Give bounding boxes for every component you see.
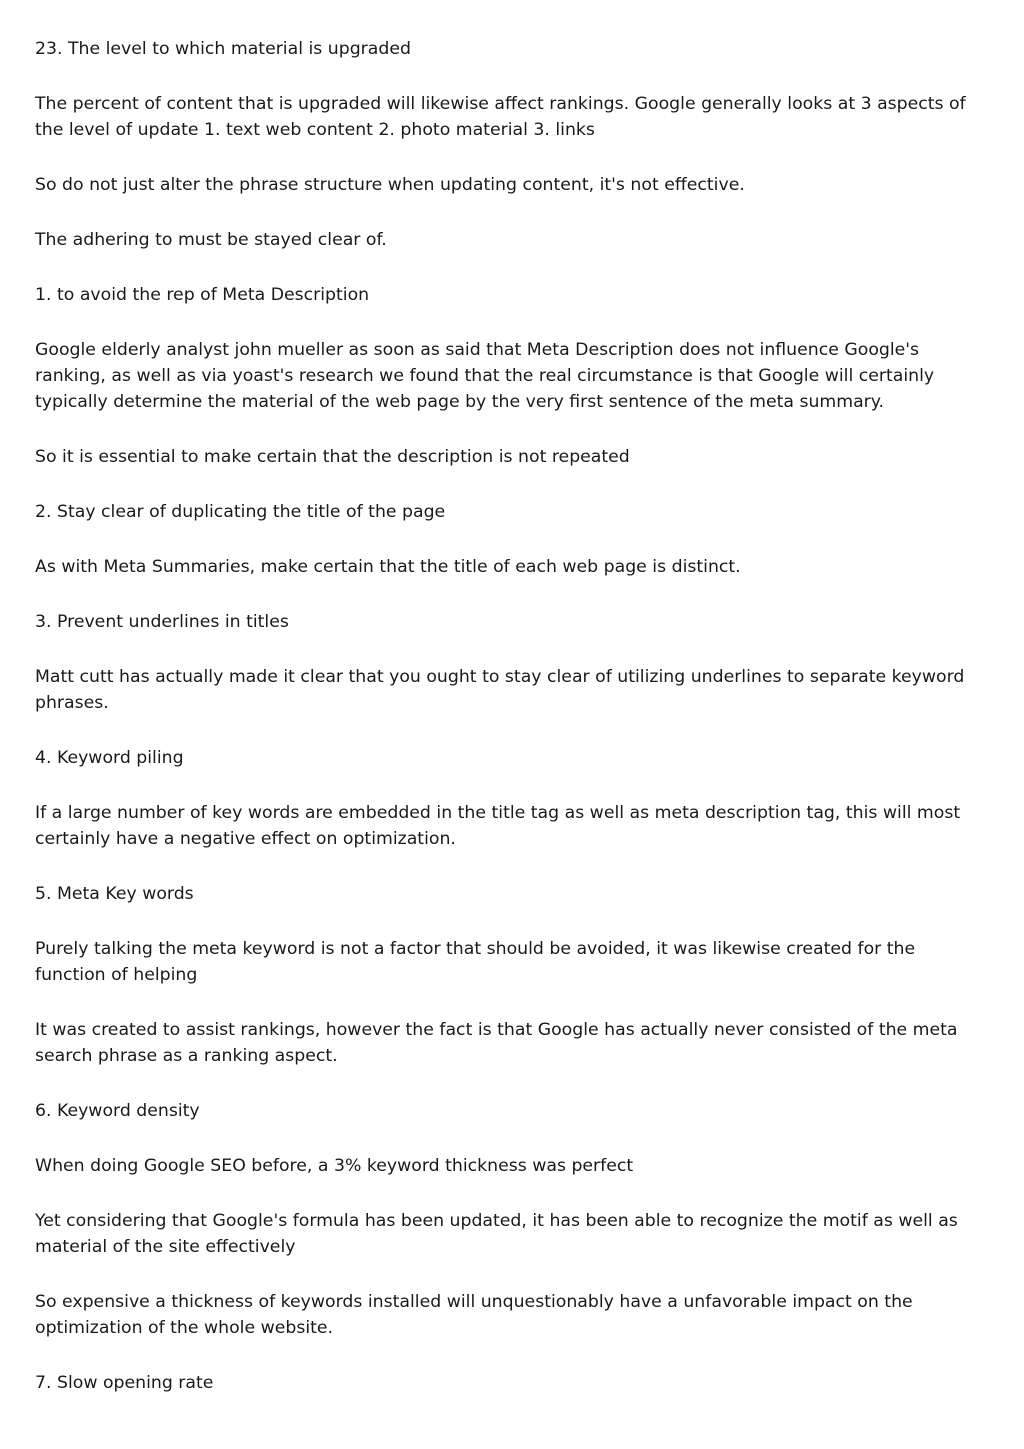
paragraph: Matt cutt has actually made it clear that you ought to stay clear of utilizing underlines to separate keyword phrases. [35, 667, 965, 713]
paragraph: The percent of content that is upgraded will likewise affect rankings. Google generally looks at 3 aspects of the level of update 1. text web content 2. photo material 3. links [35, 94, 966, 140]
section-heading: 2. Stay clear of duplicating the title of the page [35, 502, 446, 522]
section-heading: 4. Keyword piling [35, 748, 184, 768]
section-heading: 1. to avoid the rep of Meta Description [35, 285, 370, 305]
paragraph: Yet considering that Google's formula has been updated, it has been able to recognize the motif as well as material of the site effectively [35, 1211, 958, 1257]
paragraph: So expensive a thickness of keywords installed will unquestionably have a unfavorable impact on the optimization of the whole website. [35, 1292, 913, 1338]
paragraph: If a large number of key words are embedded in the title tag as well as meta description tag, this will most certainly have a negative effect on optimization. [35, 803, 961, 849]
paragraph: When doing Google SEO before, a 3% keyword thickness was perfect [35, 1156, 634, 1176]
section-heading: 6. Keyword density [35, 1101, 200, 1121]
paragraph: So do not just alter the phrase structure when updating content, it's not effective. [35, 175, 745, 195]
paragraph: So it is essential to make certain that the description is not repeated [35, 447, 630, 467]
section-heading: 3. Prevent underlines in titles [35, 612, 289, 632]
section-heading: 7. Slow opening rate [35, 1373, 214, 1393]
paragraph: Purely talking the meta keyword is not a factor that should be avoided, it was likewise created for the function of helping [35, 939, 916, 985]
paragraph: As with Meta Summaries, make certain that the title of each web page is distinct. [35, 557, 741, 577]
paragraph: The adhering to must be stayed clear of. [35, 230, 387, 250]
paragraph: Google elderly analyst john mueller as soon as said that Meta Description does not influence Google's ranking, as well as via yoast's research we found that the real circumstance is that Google will certainly typically determine the material of the web page by the very first sentence of the meta summary. [35, 340, 935, 412]
section-heading: 5. Meta Key words [35, 884, 194, 904]
paragraph: It was created to assist rankings, however the fact is that Google has actually never consisted of the meta search phrase as a ranking aspect. [35, 1020, 958, 1066]
document-body [35, 36, 990, 1425]
section-heading: 23. The level to which material is upgraded [35, 39, 411, 59]
